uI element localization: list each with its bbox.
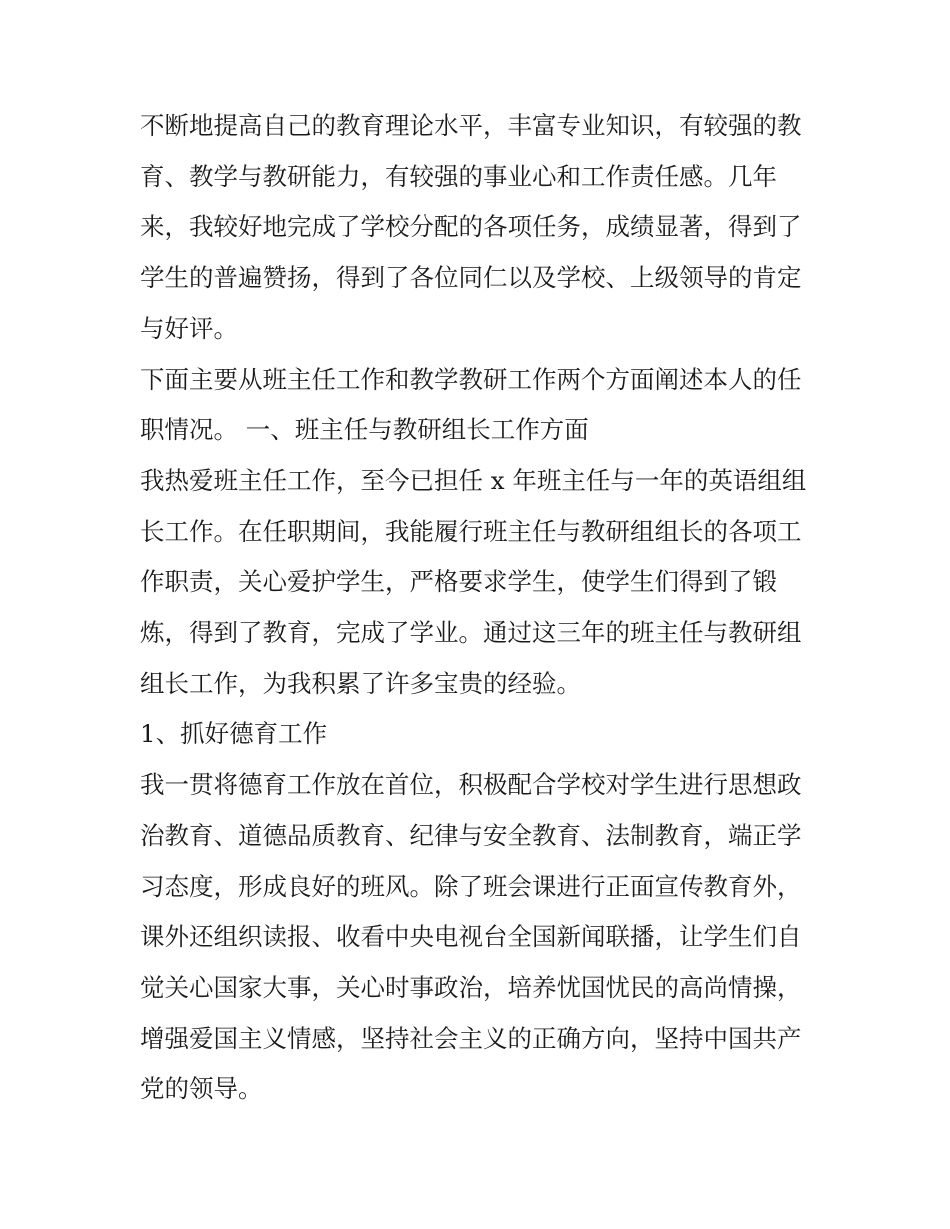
text-line: 治教育、道德品质教育、纪律与安全教育、法制教育，端正学 <box>140 820 802 850</box>
text-line: 我热爱班主任工作，至今已担任 x 年班主任与一年的英语组组 <box>140 465 807 495</box>
text-line: 学生的普遍赞扬，得到了各位同仁以及学校、上级领导的肯定 <box>140 263 802 293</box>
paragraph-3 <box>140 456 816 710</box>
text-line: 我一贯将德育工作放在首位，积极配合学校对学生进行思想政 <box>140 770 802 800</box>
text-line: 与好评。 <box>140 313 238 343</box>
text-line: 觉关心国家大事，关心时事政治，培养忧国忧民的高尚情操， <box>140 972 802 1002</box>
heading-line: 1、抓好德育工作 <box>140 719 328 749</box>
text-line: 增强爱国主义情感，坚持社会主义的正确方向，坚持中国共产 <box>140 1023 802 1053</box>
paragraph-2 <box>140 355 816 456</box>
text-line: 长工作。在任职期间，我能履行班主任与教研组组长的各项工 <box>140 516 802 546</box>
text-line: 习态度，形成良好的班风。除了班会课进行正面宣传教育外， <box>140 871 802 901</box>
text-line: 课外还组织读报、收看中央电视台全国新闻联播，让学生们自 <box>140 922 802 952</box>
text-line: 不断地提高自己的教育理论水平，丰富专业知识，有较强的教 <box>140 111 802 140</box>
section-heading <box>140 709 816 760</box>
text-line: 下面主要从班主任工作和教学教研工作两个方面阐述本人的任 <box>140 364 802 394</box>
text-line: 作职责，关心爱护学生，严格要求学生，使学生们得到了锻 <box>140 567 777 597</box>
paragraph-5 <box>140 760 816 1115</box>
text-line: 炼，得到了教育，完成了学业。通过这三年的班主任与教研组 <box>140 618 802 648</box>
text-line: 党的领导。 <box>140 1074 263 1104</box>
document-body <box>140 101 816 1115</box>
paragraph-1 <box>140 101 816 355</box>
text-line: 职情况。 一、班主任与教研组长工作方面 <box>140 415 589 445</box>
text-line: 育、教学与教研能力，有较强的事业心和工作责任感。几年 <box>140 161 777 191</box>
text-line: 组长工作，为我积累了许多宝贵的经验。 <box>140 668 581 698</box>
text-line: 来，我较好地完成了学校分配的各项任务，成绩显著，得到了 <box>140 212 802 242</box>
